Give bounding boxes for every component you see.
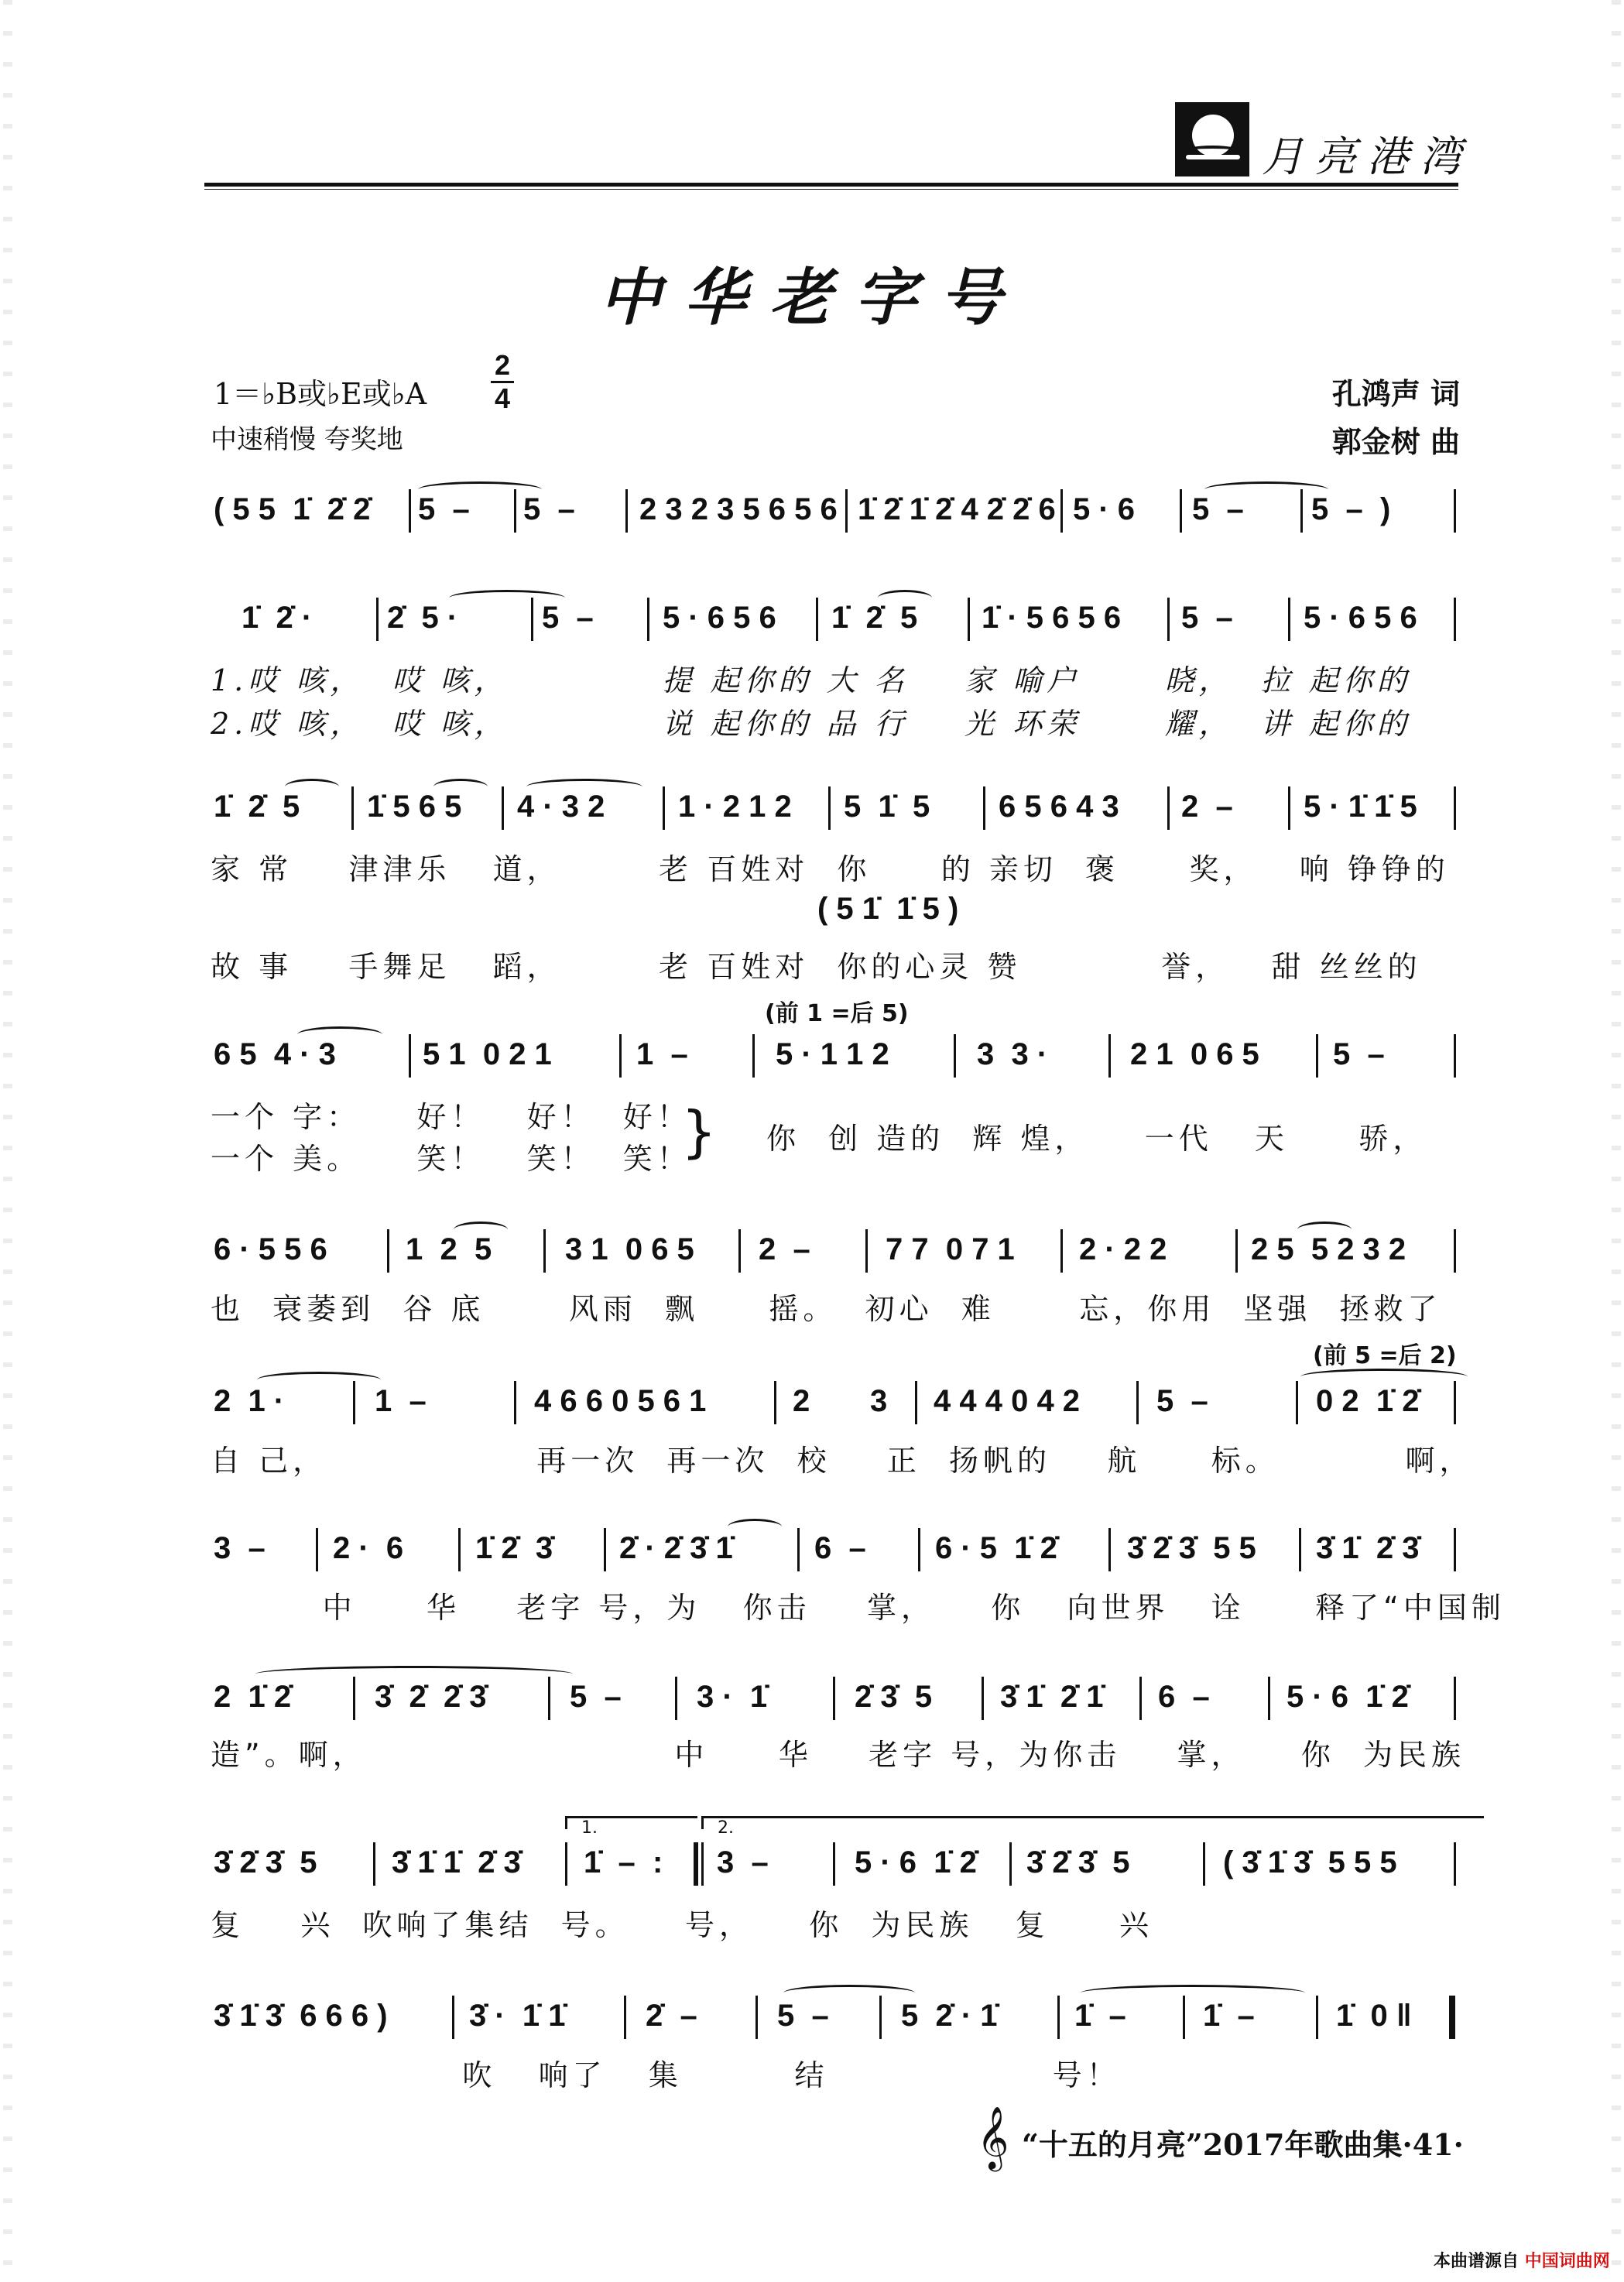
alt-notes — [0, 892, 1624, 946]
lyric-verse-1: 一个 字： 好！ 好！ 好！ — [211, 1100, 691, 1134]
measure: 6 – — [814, 1531, 866, 1565]
barline — [624, 1996, 626, 2039]
tie — [728, 1519, 782, 1535]
time-signature — [491, 350, 514, 414]
source-label: 本曲谱源自 — [1434, 2252, 1520, 2271]
barline — [1288, 598, 1290, 641]
measure: 5 · 6 1̇ 2̇ — [1287, 1680, 1409, 1714]
tie — [783, 1985, 915, 2001]
system-10 — [0, 1999, 1624, 2053]
measure: 2 5 5 2 3 2 — [1251, 1232, 1406, 1266]
barline — [376, 598, 379, 641]
measure: 5 · 1 1 2 — [776, 1037, 889, 1071]
barline — [1296, 1381, 1298, 1424]
barline — [1288, 786, 1290, 830]
barline — [1268, 1677, 1270, 1720]
tie — [454, 1222, 508, 1238]
measure: 4 4 4 0 4 2 — [934, 1384, 1081, 1418]
tie — [1204, 481, 1328, 498]
measure: 5 · 6 5 6 — [663, 601, 776, 635]
barline — [604, 1528, 606, 1571]
barline — [502, 786, 504, 830]
measure: 2 1 · — [214, 1384, 285, 1418]
system-1 — [0, 492, 1624, 547]
system-5 — [0, 1232, 1624, 1287]
measure: 3̇ 2̇ 3̇ 5 — [214, 1845, 317, 1879]
modulation-note: (前 1 =后 5) — [765, 1000, 909, 1027]
measure: 1 – — [636, 1037, 688, 1071]
barline — [675, 1677, 677, 1720]
measure: 1̇ 2̇ 5 — [214, 790, 300, 824]
key-signature: 1＝♭B或♭E或♭A — [214, 377, 427, 411]
measure: 1̇ – : — [584, 1845, 663, 1879]
measure: 3̇ 2̇ 3̇ 5 — [1026, 1845, 1130, 1879]
lyric-verse-1: 1.哎 咳， 哎 咳， 提 起你的 大 名 家 喻户 晓， 拉 起你的 — [211, 663, 1411, 697]
barline — [1203, 1842, 1205, 1886]
barline — [1060, 1229, 1063, 1273]
measure: 3̇ 1̇ 2̇ 1̇ — [1000, 1680, 1104, 1714]
measure: 6 · 5 5 6 — [214, 1232, 327, 1266]
measure: 5 1 0 2 1 — [423, 1037, 552, 1071]
measure: 1̇ · 5 6 5 6 — [982, 601, 1122, 635]
measure: 3 — [870, 1384, 888, 1418]
barline — [982, 1677, 984, 1720]
measure: 3̇ 1̇ 1̇ 2̇ 3̇ — [392, 1845, 521, 1879]
measure: 3 – — [717, 1845, 769, 1879]
measure: ( 5 5 1̇ 2̇ 2̇ — [214, 492, 371, 526]
barline — [387, 1229, 389, 1273]
source-site: 中国词曲网 — [1524, 2252, 1610, 2271]
lyric-verse-1: 家 常 津津乐 道， 老 百姓对 你 的 亲切 褒 奖， 响 铮铮的 — [211, 852, 1450, 886]
header-rule-thin — [204, 189, 1458, 190]
barline — [701, 1842, 704, 1886]
barline — [797, 1528, 800, 1571]
measure: 3̇ 1̇ 3̇ 6 6 6 ) — [214, 1999, 388, 2033]
measure: 1 2 5 — [406, 1232, 492, 1266]
measure: 2 1̇ 2̇ — [214, 1680, 292, 1714]
barline — [543, 1229, 546, 1273]
barline — [738, 1229, 741, 1273]
measure: 2̇ 5 · — [387, 601, 458, 635]
measure: 1̇ – — [1203, 1999, 1255, 2033]
modulation-note: (前 5 =后 2) — [1313, 1342, 1457, 1369]
moon-logo-icon — [1175, 102, 1249, 176]
barline — [1167, 786, 1170, 830]
barline — [865, 1229, 868, 1273]
barline — [845, 489, 848, 533]
measure: 2̇ · 2̇ 3̇ 1̇ — [619, 1531, 733, 1565]
measure: 5 · 6 — [1073, 492, 1136, 526]
barline — [1060, 489, 1063, 533]
measure: 2̇ – — [646, 1999, 697, 2033]
measure: 1 · 2 1 2 — [678, 790, 792, 824]
tie — [449, 590, 565, 606]
logo-text: 月亮港湾 — [1262, 132, 1472, 181]
barline — [1183, 1996, 1185, 2039]
measure: 2 – — [759, 1232, 810, 1266]
measure: 2 — [793, 1384, 810, 1418]
barline — [918, 1528, 920, 1571]
barline — [833, 1677, 835, 1720]
measure: 3 – — [214, 1531, 266, 1565]
alt-measure: ( 5 1̇ 1̇ 5 ) — [817, 892, 959, 926]
barline — [1454, 1381, 1456, 1424]
tie — [418, 481, 542, 498]
measure: 1̇ 2̇ 5 — [831, 601, 918, 635]
barline — [755, 1996, 758, 2039]
lyric-verse-2: 2.哎 咳， 哎 咳， 说 起你的 品 行 光 环荣 耀， 讲 起你的 — [211, 707, 1411, 741]
barline — [647, 598, 649, 641]
measure: ( 3̇ 1̇ 3̇ 5 5 5 — [1223, 1845, 1397, 1879]
barline — [752, 1034, 755, 1078]
barline — [1316, 1996, 1318, 2039]
barline — [879, 1996, 882, 2039]
measure: 1̇ 2̇ 1̇ 2̇ 4 2̇ 2̇ 6 — [858, 492, 1056, 526]
measure: 0 2 1̇ 2̇ — [1316, 1384, 1420, 1418]
system-2 — [0, 601, 1624, 655]
tie — [526, 779, 642, 795]
lyric-verse-1: 造”。啊， 中 华 老字 号，为你击 掌， 你 为民族 — [211, 1738, 1466, 1772]
measure: 4 6 6 0 5 6 1 — [534, 1384, 707, 1418]
measure: 5 – — [570, 1680, 622, 1714]
measure: 3 3 · — [977, 1037, 1048, 1071]
barline — [1454, 598, 1456, 641]
barline — [1180, 489, 1182, 533]
lyric-verse-1: 吹 响了 集 结 号！ — [211, 2058, 1121, 2092]
barline — [1454, 786, 1456, 830]
measure: 3 1 0 6 5 — [565, 1232, 694, 1266]
barline — [1108, 1528, 1111, 1571]
measure: 5 · 6 5 6 — [1304, 601, 1417, 635]
measure: 6 – — [1158, 1680, 1210, 1714]
barline — [774, 1381, 776, 1424]
barline — [1139, 1677, 1142, 1720]
barline — [828, 786, 831, 830]
tie — [297, 1026, 382, 1043]
measure: 1̇ 0 ‖ — [1336, 1999, 1412, 2033]
barline — [954, 1034, 956, 1078]
tie — [1081, 1985, 1305, 2001]
barline — [1454, 1528, 1456, 1571]
barline — [373, 1842, 375, 1886]
barline — [458, 1528, 461, 1571]
barline — [1136, 1381, 1139, 1424]
system-7 — [0, 1531, 1624, 1585]
barline — [548, 1677, 550, 1720]
measure: 1̇ 2̇ · — [242, 601, 313, 635]
barline — [514, 1381, 516, 1424]
measure: 1 – — [375, 1384, 427, 1418]
system-8 — [0, 1680, 1624, 1734]
tempo-marking: 中速稍慢 夸奖地 — [211, 424, 403, 455]
barline — [816, 598, 818, 641]
measure: 3̇ 1̇ 2̇ 3̇ — [1316, 1531, 1420, 1565]
measure: 5 – — [777, 1999, 829, 2033]
measure: 4 · 3 2 — [517, 790, 605, 824]
measure: 5 1̇ 5 — [844, 790, 930, 824]
barline — [983, 786, 985, 830]
header-rule — [204, 183, 1458, 187]
measure: 3 · 1̇ — [697, 1680, 768, 1714]
measure: 6 · 5 1̇ 2̇ — [935, 1531, 1057, 1565]
measure: 3̇ · 1̇ 1̇ — [469, 1999, 566, 2033]
measure: 5 · 1̇ 1̇ 5 — [1304, 790, 1417, 824]
measure: 5 · 6 1̇ 2̇ — [855, 1845, 977, 1879]
barline — [915, 1381, 917, 1424]
measure: 2 – — [1181, 790, 1233, 824]
barline — [1235, 1229, 1238, 1273]
lyric-verse-1: 也 衰萎到 谷 底 风雨 飘 摇。 初心 难 忘，你用 坚强 拯救了 — [211, 1292, 1442, 1326]
barline — [351, 786, 354, 830]
barline — [409, 1034, 411, 1078]
barline — [1009, 1842, 1012, 1886]
barline — [1454, 1842, 1456, 1886]
shared-lyric: 你 创 造的 辉 煌， 一代 天 骄， — [766, 1122, 1427, 1156]
tie — [1297, 1222, 1352, 1238]
measure: 5 2̇ · 1̇ — [901, 1999, 998, 2033]
system-4 — [0, 1037, 1624, 1091]
repeat-barline — [694, 1842, 698, 1886]
measure: 5 – — [1192, 492, 1244, 526]
barline — [565, 1842, 567, 1886]
barline — [353, 1677, 355, 1720]
barline — [1167, 598, 1170, 641]
measure: 1̇ – — [1074, 1999, 1126, 2033]
brace-icon: } — [681, 1099, 717, 1164]
measure: 5 – — [523, 492, 575, 526]
source-credit — [1434, 2248, 1610, 2272]
composer: 郭金树 曲 — [1331, 425, 1460, 459]
measure: 2̇ 3̇ 5 — [855, 1680, 933, 1714]
lyric-verse-1: 中 华 老字 号，为 你击 掌， 你 向世界 诠 释了“中国制 — [211, 1591, 1506, 1625]
measure: 5 – — [542, 601, 594, 635]
lyric-verse-2: 故 事 手舞足 蹈， 老 百姓对 你的心灵 赞 誉， 甜 丝丝的 — [211, 950, 1422, 984]
barline — [625, 489, 628, 533]
lyricist: 孔鸿声 词 — [1331, 377, 1460, 411]
barline — [1108, 1034, 1111, 1078]
barline — [968, 598, 970, 641]
barline — [1454, 489, 1456, 533]
lyric-verse-2: 一个 美。 笑！ 笑！ 笑！ — [211, 1142, 691, 1176]
barline — [452, 1996, 454, 2039]
measure: 6 5 6 4 3 — [999, 790, 1119, 824]
barline — [1316, 1034, 1318, 1078]
measure: 2 3 2 3 5 6 5 6 — [639, 492, 838, 526]
barline — [1454, 1034, 1456, 1078]
song-title: 中华老字号 — [599, 261, 1025, 334]
measure: 3̇ 2̇ 3̇ 5 5 — [1127, 1531, 1256, 1565]
measure: 5 – ) — [1311, 492, 1391, 526]
barline — [1299, 1528, 1301, 1571]
barline — [409, 489, 411, 533]
time-bottom: 4 — [491, 381, 514, 414]
treble-clef-icon: 𝄞 — [977, 2106, 1009, 2169]
measure: 2 · 6 — [333, 1531, 404, 1565]
page-footer: “十五的月亮”2017年歌曲集·41· — [1022, 2127, 1464, 2162]
barline — [1057, 1996, 1060, 2039]
lyric-verse-1: 复 兴 吹响了集结 号。 号， 你 为民族 复 兴 — [211, 1908, 1154, 1942]
barline — [1454, 1677, 1456, 1720]
barline — [663, 786, 665, 830]
measure: 5 – — [1333, 1037, 1385, 1071]
tie — [433, 779, 488, 795]
barline — [316, 1528, 318, 1571]
system-3 — [0, 790, 1624, 844]
measure: 1̇ 2̇ 3̇ — [475, 1531, 553, 1565]
system-6 — [0, 1384, 1624, 1438]
measure: 3̇ 2̇ 2̇ 3̇ — [375, 1680, 487, 1714]
measure: 1̇ 5 6 5 — [367, 790, 462, 824]
measure: 7 7 0 7 1 — [886, 1232, 1015, 1266]
barline — [1454, 1229, 1456, 1273]
barline — [833, 1842, 835, 1886]
right-margin-strip — [1612, 0, 1621, 2282]
tie — [255, 1666, 573, 1682]
time-top: 2 — [494, 349, 511, 381]
system-9 — [0, 1845, 1624, 1900]
measure: 5 – — [418, 492, 470, 526]
barline — [619, 1034, 622, 1078]
measure: 5 – — [1181, 601, 1233, 635]
left-margin-strip — [3, 0, 12, 2282]
volta-1: 1. — [565, 1816, 697, 1829]
tie — [257, 1372, 381, 1388]
tie — [1300, 1369, 1468, 1385]
measure: 6 5 4 · 3 — [214, 1037, 336, 1071]
measure: 5 – — [1156, 1384, 1208, 1418]
final-barline — [1449, 1996, 1455, 2039]
tie — [878, 590, 932, 606]
volta-2: 2. — [701, 1816, 1484, 1829]
tie — [285, 779, 339, 795]
measure: 2 1 0 6 5 — [1130, 1037, 1259, 1071]
measure: 2 · 2 2 — [1079, 1232, 1167, 1266]
lyric-verse-1: 自 己， 再一次 再一次 校 正 扬帆的 航 标。 啊， — [211, 1444, 1474, 1478]
